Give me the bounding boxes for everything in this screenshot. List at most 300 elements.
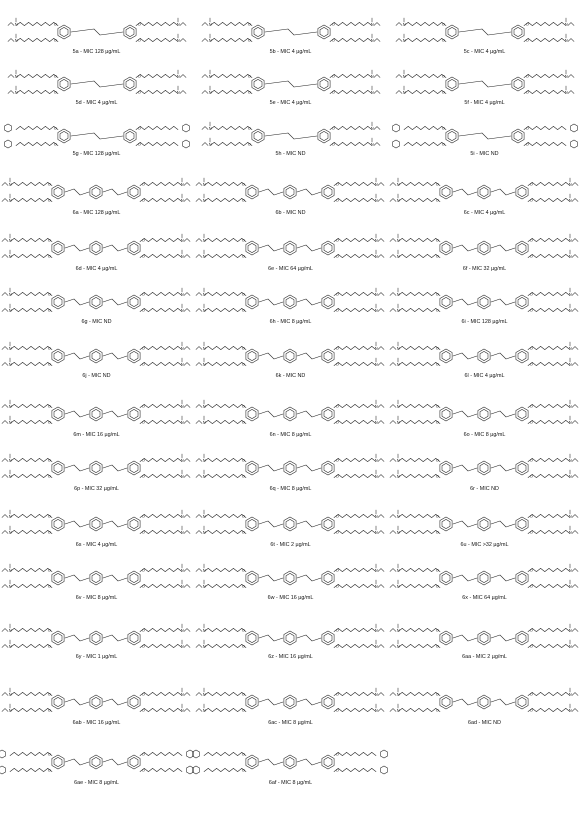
svg-text:O: O: [141, 181, 145, 187]
svg-text:O: O: [241, 529, 245, 535]
compound-label: 6q - MIC 8 µg/mL: [269, 486, 312, 492]
svg-text:O: O: [335, 627, 339, 633]
compound-label: 6j - MIC ND: [82, 373, 111, 379]
svg-text:N: N: [568, 361, 572, 367]
compound-label: 6s - MIC 4 µg/mL: [75, 542, 118, 548]
svg-text:N: N: [374, 403, 378, 409]
svg-text:N: N: [396, 361, 400, 367]
svg-text:N: N: [402, 37, 406, 43]
svg-text:N: N: [8, 197, 12, 203]
svg-text:O: O: [525, 125, 529, 131]
svg-text:O: O: [47, 567, 51, 573]
svg-text:O: O: [137, 125, 141, 131]
svg-text:O: O: [141, 583, 145, 589]
svg-text:N: N: [8, 403, 12, 409]
svg-text:N: N: [202, 307, 206, 313]
compound-label: 6x - MIC 64 µg/mL: [462, 595, 507, 601]
svg-text:O: O: [335, 583, 339, 589]
svg-text:O: O: [331, 73, 335, 79]
compound-cell: [0, 226, 193, 286]
svg-text:O: O: [241, 197, 245, 203]
compound-cell: [388, 446, 581, 506]
compound-cell: [388, 556, 581, 616]
svg-text:N: N: [202, 361, 206, 367]
svg-text:N: N: [374, 237, 378, 243]
svg-text:N: N: [396, 181, 400, 187]
compound-cell: [388, 334, 581, 394]
svg-text:O: O: [141, 197, 145, 203]
svg-text:O: O: [529, 181, 533, 187]
svg-text:O: O: [335, 473, 339, 479]
compound-label: 6l - MIC 4 µg/mL: [464, 373, 505, 379]
svg-text:O: O: [435, 181, 439, 187]
compound-label: 6f - MIC 32 µg/mL: [462, 266, 507, 272]
svg-text:O: O: [47, 403, 51, 409]
molecule-structure: [388, 226, 581, 270]
svg-text:O: O: [529, 345, 533, 351]
svg-text:O: O: [525, 37, 529, 43]
svg-text:O: O: [141, 643, 145, 649]
svg-text:N: N: [374, 345, 378, 351]
svg-text:O: O: [529, 457, 533, 463]
svg-text:O: O: [241, 643, 245, 649]
compound-cell: [194, 680, 387, 740]
svg-text:O: O: [47, 197, 51, 203]
svg-text:O: O: [529, 291, 533, 297]
molecule-structure: [0, 226, 193, 270]
compound-cell: [194, 740, 387, 800]
compound-label: 5d - MIC 4 µg/mL: [75, 100, 118, 106]
svg-text:N: N: [396, 707, 400, 713]
molecule-structure: [194, 392, 387, 436]
svg-text:O: O: [529, 643, 533, 649]
svg-text:O: O: [435, 627, 439, 633]
svg-text:N: N: [568, 643, 572, 649]
compound-label: 6aa - MIC 2 µg/mL: [462, 654, 507, 660]
svg-text:N: N: [568, 291, 572, 297]
svg-text:O: O: [435, 473, 439, 479]
compound-label: 6c - MIC 4 µg/mL: [463, 210, 506, 216]
svg-text:N: N: [374, 307, 378, 313]
svg-text:O: O: [141, 691, 145, 697]
svg-text:O: O: [137, 73, 141, 79]
svg-text:N: N: [8, 627, 12, 633]
svg-text:O: O: [441, 89, 445, 95]
svg-text:N: N: [568, 181, 572, 187]
molecule-structure: [388, 502, 581, 546]
svg-text:N: N: [370, 141, 374, 147]
compound-cell: [0, 62, 193, 122]
svg-text:O: O: [47, 457, 51, 463]
svg-text:O: O: [435, 403, 439, 409]
svg-text:N: N: [374, 361, 378, 367]
svg-text:N: N: [8, 707, 12, 713]
svg-text:N: N: [202, 291, 206, 297]
svg-text:N: N: [568, 253, 572, 259]
svg-text:O: O: [331, 89, 335, 95]
svg-text:N: N: [180, 691, 184, 697]
svg-text:N: N: [180, 473, 184, 479]
svg-text:N: N: [568, 513, 572, 519]
svg-text:O: O: [435, 567, 439, 573]
compound-label: 5g - MIC 128 µg/mL: [72, 151, 121, 157]
compound-label: 6i - MIC 128 µg/mL: [461, 319, 508, 325]
svg-text:O: O: [331, 141, 335, 147]
svg-text:O: O: [141, 513, 145, 519]
svg-text:O: O: [241, 583, 245, 589]
svg-text:O: O: [241, 691, 245, 697]
svg-text:O: O: [529, 403, 533, 409]
svg-text:O: O: [247, 37, 251, 43]
compound-cell: [194, 62, 387, 122]
svg-text:N: N: [370, 21, 374, 27]
svg-text:O: O: [435, 513, 439, 519]
svg-text:N: N: [396, 473, 400, 479]
svg-text:N: N: [180, 307, 184, 313]
svg-text:N: N: [396, 457, 400, 463]
svg-text:O: O: [241, 291, 245, 297]
svg-text:O: O: [47, 237, 51, 243]
svg-text:N: N: [374, 627, 378, 633]
svg-text:N: N: [208, 21, 212, 27]
svg-text:N: N: [202, 529, 206, 535]
svg-text:N: N: [374, 197, 378, 203]
svg-text:O: O: [47, 767, 51, 773]
svg-text:N: N: [202, 419, 206, 425]
svg-text:N: N: [8, 567, 12, 573]
svg-text:O: O: [47, 627, 51, 633]
compound-label: 6ad - MIC ND: [468, 720, 501, 726]
svg-text:O: O: [141, 707, 145, 713]
compound-cell: [388, 114, 581, 174]
svg-text:O: O: [241, 457, 245, 463]
svg-text:N: N: [14, 37, 18, 43]
svg-text:O: O: [441, 73, 445, 79]
compound-cell: [194, 616, 387, 676]
svg-text:N: N: [8, 345, 12, 351]
svg-text:N: N: [568, 691, 572, 697]
compound-cell: [388, 10, 581, 70]
svg-text:O: O: [141, 457, 145, 463]
svg-text:N: N: [8, 691, 12, 697]
svg-text:N: N: [374, 457, 378, 463]
svg-text:N: N: [370, 125, 374, 131]
svg-text:O: O: [441, 37, 445, 43]
svg-text:O: O: [141, 237, 145, 243]
molecule-structure: [0, 446, 193, 490]
svg-text:O: O: [435, 419, 439, 425]
molecule-structure: [388, 10, 581, 54]
compound-cell: [388, 502, 581, 562]
svg-text:N: N: [374, 419, 378, 425]
svg-text:O: O: [47, 419, 51, 425]
svg-text:O: O: [529, 513, 533, 519]
svg-text:N: N: [374, 707, 378, 713]
compound-label: 6k - MIC ND: [275, 373, 306, 379]
svg-text:O: O: [529, 529, 533, 535]
svg-text:O: O: [529, 567, 533, 573]
compound-label: 5e - MIC 4 µg/mL: [269, 100, 312, 106]
svg-text:O: O: [141, 567, 145, 573]
svg-text:N: N: [180, 707, 184, 713]
svg-text:O: O: [525, 141, 529, 147]
svg-text:O: O: [53, 37, 57, 43]
molecule-structure: [194, 446, 387, 490]
molecule-structure: [0, 10, 193, 54]
svg-text:O: O: [435, 457, 439, 463]
svg-text:N: N: [374, 643, 378, 649]
svg-text:N: N: [180, 253, 184, 259]
svg-text:N: N: [180, 237, 184, 243]
compound-cell: [0, 170, 193, 230]
svg-text:N: N: [396, 237, 400, 243]
svg-text:O: O: [47, 307, 51, 313]
svg-text:O: O: [435, 529, 439, 535]
svg-text:O: O: [47, 361, 51, 367]
compound-label: 6ab - MIC 16 µg/mL: [72, 720, 121, 726]
svg-text:N: N: [8, 583, 12, 589]
svg-text:O: O: [241, 253, 245, 259]
molecule-structure: [388, 680, 581, 724]
svg-text:N: N: [396, 419, 400, 425]
svg-text:N: N: [8, 237, 12, 243]
svg-text:N: N: [396, 643, 400, 649]
svg-text:N: N: [208, 73, 212, 79]
svg-text:N: N: [396, 691, 400, 697]
svg-text:O: O: [529, 237, 533, 243]
compound-label: 6b - MIC ND: [275, 210, 306, 216]
svg-text:O: O: [435, 707, 439, 713]
svg-text:O: O: [141, 307, 145, 313]
svg-text:N: N: [396, 529, 400, 535]
svg-text:O: O: [435, 253, 439, 259]
svg-text:N: N: [402, 73, 406, 79]
compound-label: 5i - MIC ND: [470, 151, 499, 157]
svg-text:N: N: [564, 89, 568, 95]
svg-text:O: O: [335, 529, 339, 535]
svg-text:O: O: [141, 253, 145, 259]
svg-text:N: N: [180, 361, 184, 367]
svg-text:N: N: [176, 73, 180, 79]
svg-text:O: O: [241, 513, 245, 519]
compound-cell: [388, 392, 581, 452]
compound-cell: [194, 392, 387, 452]
svg-text:O: O: [47, 583, 51, 589]
svg-text:N: N: [176, 89, 180, 95]
svg-text:N: N: [374, 529, 378, 535]
svg-text:O: O: [141, 751, 145, 757]
molecule-structure: [194, 334, 387, 378]
svg-text:N: N: [202, 707, 206, 713]
compound-label: 6z - MIC 16 µg/mL: [268, 654, 313, 660]
molecule-structure: [0, 740, 193, 784]
svg-text:N: N: [568, 403, 572, 409]
molecule-structure: [194, 170, 387, 214]
molecule-structure: [388, 170, 581, 214]
svg-text:N: N: [8, 457, 12, 463]
svg-text:N: N: [568, 419, 572, 425]
svg-text:O: O: [241, 627, 245, 633]
compound-label: 6d - MIC 4 µg/mL: [75, 266, 118, 272]
svg-text:N: N: [370, 89, 374, 95]
svg-text:O: O: [525, 21, 529, 27]
compound-cell: [388, 62, 581, 122]
svg-text:O: O: [47, 513, 51, 519]
svg-text:O: O: [241, 181, 245, 187]
svg-text:N: N: [568, 307, 572, 313]
compound-label: 6y - MIC 1 µg/mL: [75, 654, 118, 660]
compound-cell: [194, 334, 387, 394]
svg-text:O: O: [47, 291, 51, 297]
svg-text:N: N: [396, 627, 400, 633]
compound-cell: [0, 114, 193, 174]
svg-text:O: O: [529, 707, 533, 713]
svg-text:O: O: [47, 345, 51, 351]
svg-text:O: O: [137, 37, 141, 43]
svg-text:O: O: [241, 419, 245, 425]
svg-text:O: O: [53, 125, 57, 131]
svg-text:O: O: [53, 73, 57, 79]
svg-text:N: N: [396, 253, 400, 259]
svg-text:O: O: [141, 767, 145, 773]
svg-text:N: N: [564, 73, 568, 79]
molecule-structure: [194, 10, 387, 54]
compound-cell: [0, 392, 193, 452]
compound-label: 6v - MIC 8 µg/mL: [75, 595, 118, 601]
svg-text:N: N: [374, 583, 378, 589]
svg-text:O: O: [529, 473, 533, 479]
svg-text:O: O: [47, 707, 51, 713]
compound-label: 6h - MIC 8 µg/mL: [269, 319, 312, 325]
compound-label: 6ae - MIC 8 µg/mL: [74, 780, 119, 786]
compound-label: 5a - MIC 128 µg/mL: [72, 49, 121, 55]
svg-text:N: N: [180, 567, 184, 573]
svg-text:O: O: [335, 643, 339, 649]
molecule-structure: [388, 280, 581, 324]
svg-text:N: N: [180, 403, 184, 409]
molecule-structure: [194, 280, 387, 324]
svg-text:N: N: [396, 307, 400, 313]
svg-text:O: O: [529, 419, 533, 425]
compound-cell: [194, 10, 387, 70]
svg-text:N: N: [202, 237, 206, 243]
compound-label: 6m - MIC 16 µg/mL: [73, 432, 120, 438]
svg-text:O: O: [435, 345, 439, 351]
svg-text:N: N: [374, 513, 378, 519]
svg-text:O: O: [441, 141, 445, 147]
svg-text:N: N: [208, 125, 212, 131]
compound-cell: [388, 616, 581, 676]
svg-text:O: O: [435, 291, 439, 297]
svg-text:N: N: [396, 291, 400, 297]
svg-text:O: O: [53, 141, 57, 147]
svg-text:O: O: [241, 473, 245, 479]
svg-text:N: N: [180, 457, 184, 463]
svg-text:O: O: [141, 291, 145, 297]
svg-text:O: O: [247, 73, 251, 79]
svg-text:N: N: [568, 567, 572, 573]
svg-text:N: N: [202, 473, 206, 479]
molecule-structure: [194, 556, 387, 600]
svg-text:N: N: [568, 345, 572, 351]
svg-text:N: N: [180, 291, 184, 297]
svg-text:O: O: [47, 253, 51, 259]
compound-cell: [0, 740, 193, 800]
compound-label: 5f - MIC 4 µg/mL: [464, 100, 505, 106]
svg-text:N: N: [208, 89, 212, 95]
svg-text:O: O: [141, 529, 145, 535]
svg-text:N: N: [8, 307, 12, 313]
compound-cell: [194, 226, 387, 286]
svg-text:O: O: [47, 473, 51, 479]
svg-text:N: N: [8, 419, 12, 425]
svg-text:N: N: [396, 513, 400, 519]
compound-label: 6o - MIC 8 µg/mL: [463, 432, 506, 438]
svg-text:O: O: [529, 253, 533, 259]
svg-text:N: N: [568, 237, 572, 243]
svg-text:N: N: [396, 197, 400, 203]
svg-text:O: O: [137, 89, 141, 95]
svg-text:O: O: [47, 751, 51, 757]
compound-cell: [0, 334, 193, 394]
svg-text:N: N: [568, 473, 572, 479]
svg-text:O: O: [47, 529, 51, 535]
svg-text:O: O: [335, 419, 339, 425]
svg-text:N: N: [396, 345, 400, 351]
svg-text:O: O: [529, 627, 533, 633]
molecule-structure: [194, 680, 387, 724]
compound-cell: [194, 170, 387, 230]
molecule-structure: [0, 502, 193, 546]
svg-text:N: N: [8, 529, 12, 535]
svg-text:N: N: [14, 89, 18, 95]
svg-text:N: N: [202, 197, 206, 203]
svg-text:N: N: [568, 707, 572, 713]
compound-cell: [194, 114, 387, 174]
svg-text:O: O: [441, 125, 445, 131]
svg-text:N: N: [370, 37, 374, 43]
compound-cell: [0, 280, 193, 340]
compound-cell: [388, 170, 581, 230]
svg-text:O: O: [241, 707, 245, 713]
compound-label: 6w - MIC 16 µg/mL: [267, 595, 314, 601]
svg-text:N: N: [180, 197, 184, 203]
svg-text:O: O: [241, 751, 245, 757]
compound-cell: [0, 680, 193, 740]
svg-text:N: N: [8, 473, 12, 479]
svg-text:N: N: [180, 345, 184, 351]
compound-cell: [388, 280, 581, 340]
svg-text:O: O: [241, 345, 245, 351]
molecule-structure: [194, 226, 387, 270]
svg-text:N: N: [8, 361, 12, 367]
svg-text:O: O: [435, 237, 439, 243]
compound-label: 6ac - MIC 8 µg/mL: [268, 720, 313, 726]
molecule-structure: [0, 170, 193, 214]
svg-text:O: O: [141, 627, 145, 633]
svg-text:O: O: [435, 691, 439, 697]
svg-text:N: N: [202, 181, 206, 187]
svg-text:N: N: [180, 513, 184, 519]
svg-text:O: O: [53, 89, 57, 95]
svg-text:N: N: [8, 253, 12, 259]
svg-text:N: N: [202, 691, 206, 697]
svg-text:O: O: [335, 767, 339, 773]
svg-text:N: N: [568, 529, 572, 535]
svg-text:N: N: [402, 21, 406, 27]
svg-text:N: N: [374, 567, 378, 573]
svg-text:N: N: [202, 513, 206, 519]
